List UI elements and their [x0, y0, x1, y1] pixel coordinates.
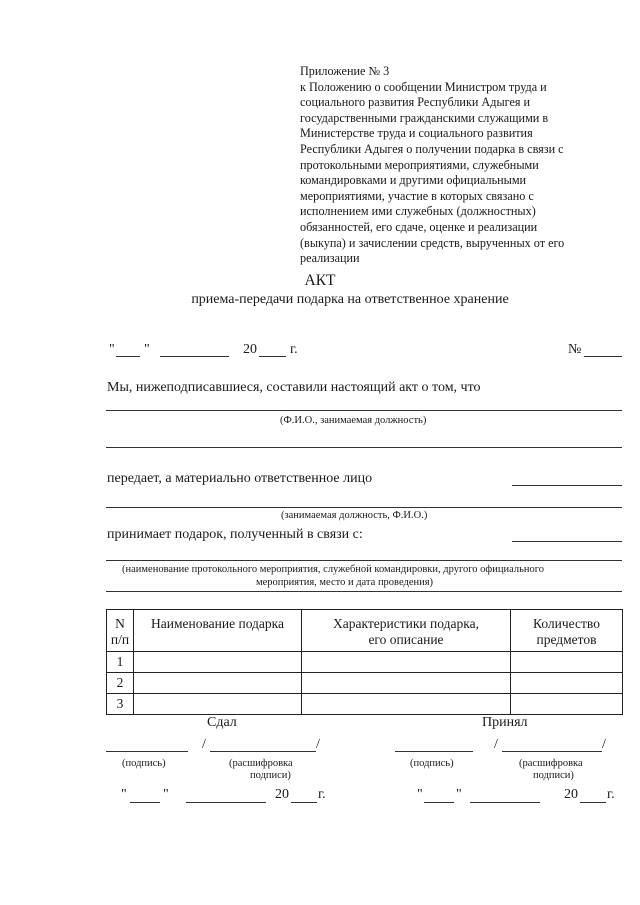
- year-prefix: 20: [243, 342, 257, 357]
- giver-signature-field[interactable]: [106, 751, 188, 752]
- event-field-line-2[interactable]: [106, 591, 622, 592]
- header-name: [134, 610, 302, 652]
- date-quote-open: ": [109, 342, 115, 357]
- receiver-signature-hint: (подпись): [410, 758, 454, 769]
- receiver-name-field[interactable]: [502, 751, 602, 752]
- number-prefix: №: [568, 342, 582, 357]
- giver-name-field[interactable]: [210, 751, 316, 752]
- intro-text: Мы, нижеподписавшиеся, составили настоящий акт о том, что: [107, 380, 481, 395]
- header-number-line-1: N: [115, 616, 125, 631]
- giver-fio-field[interactable]: [106, 410, 622, 411]
- slash: /: [202, 737, 206, 752]
- receiver-month-field[interactable]: [470, 802, 540, 803]
- handed-over-label: Сдал: [207, 715, 237, 730]
- giver-date-quote-close: ": [163, 787, 169, 802]
- giver-fio-field-line-2[interactable]: [106, 447, 622, 448]
- giver-day-field[interactable]: [130, 802, 160, 803]
- accepted-label: Принял: [482, 715, 528, 730]
- header-number-line-2: п/п: [110, 632, 130, 647]
- header-name-text: Наименование подарка: [150, 616, 285, 631]
- row-number: 3: [107, 694, 134, 715]
- receiver-date-quote-open: ": [417, 787, 423, 802]
- appendix-line: (выкупа) и зачислении средств, вырученных от его: [300, 235, 565, 250]
- receiver-year-prefix: 20: [564, 787, 578, 802]
- hint-event-2: мероприятия, место и дата проведения): [256, 577, 434, 588]
- row-number: 2: [107, 673, 134, 694]
- table-row: [107, 673, 623, 694]
- receiver-signature-field[interactable]: [395, 751, 473, 752]
- accepts-field[interactable]: [512, 541, 622, 542]
- appendix-block: [300, 64, 600, 267]
- header-characteristics-line-1: Характеристики подарка,: [333, 616, 479, 631]
- receiver-year-suffix: г.: [607, 787, 615, 802]
- slash: /: [316, 737, 320, 752]
- header-characteristics: [302, 610, 511, 652]
- appendix-line: Республики Адыгея о получении подарка в связи с: [300, 141, 564, 156]
- receiver-date-quote-close: ": [456, 787, 462, 802]
- header-quantity: [511, 610, 623, 652]
- giver-signature-hint: (подпись): [122, 758, 166, 769]
- giver-date-quote-open: ": [121, 787, 127, 802]
- hint-event-1: (наименование протокольного мероприятия, служебной командировки, другого официального: [122, 564, 545, 575]
- appendix-line: исполнением ими служебных (должностных): [300, 204, 536, 219]
- giver-decode-hint-2: подписи): [250, 770, 291, 781]
- gift-name-cell[interactable]: [134, 694, 302, 715]
- appendix-line: социального развития Республики Адыгея и: [300, 95, 531, 110]
- hint-fio: (Ф.И.О., занимаемая должность): [280, 415, 427, 426]
- hint-position: (занимаемая должность, Ф.И.О.): [281, 510, 428, 521]
- gift-quantity-cell[interactable]: [511, 673, 623, 694]
- receiver-year-field[interactable]: [580, 802, 606, 803]
- row-number: 1: [107, 652, 134, 673]
- transfers-field[interactable]: [512, 485, 622, 486]
- receiver-decode-hint-1: (расшифровка: [519, 758, 583, 769]
- day-field[interactable]: [116, 356, 140, 357]
- header-characteristics-line-2: его описание: [368, 632, 444, 647]
- table-row: [107, 694, 623, 715]
- document-title: АКТ: [304, 272, 336, 289]
- giver-year-field[interactable]: [291, 802, 317, 803]
- appendix-line: реализации: [300, 251, 360, 266]
- year-field[interactable]: [259, 356, 286, 357]
- date-quote-close: ": [144, 342, 150, 357]
- appendix-line: командировками и другими официальными: [300, 173, 527, 188]
- gift-description-cell[interactable]: [302, 652, 511, 673]
- gift-name-cell[interactable]: [134, 652, 302, 673]
- receiver-decode-hint-2: подписи): [533, 770, 574, 781]
- appendix-line: к Положению о сообщении Министром труда и: [300, 79, 547, 94]
- appendix-line: протокольными мероприятиями, служебными: [300, 157, 539, 172]
- month-field[interactable]: [160, 356, 229, 357]
- gift-description-cell[interactable]: [302, 673, 511, 694]
- giver-year-suffix: г.: [318, 787, 326, 802]
- appendix-line: государственными гражданскими служащими в: [300, 110, 549, 125]
- gift-description-cell[interactable]: [302, 694, 511, 715]
- event-field[interactable]: [106, 560, 622, 561]
- act-number-field[interactable]: [584, 356, 622, 357]
- gift-quantity-cell[interactable]: [511, 652, 623, 673]
- appendix-line: Приложение № 3: [300, 64, 390, 78]
- table-row: [107, 652, 623, 673]
- gifts-table: [106, 609, 623, 715]
- header-number: [107, 610, 134, 652]
- giver-year-prefix: 20: [275, 787, 289, 802]
- giver-decode-hint-1: (расшифровка: [229, 758, 293, 769]
- year-suffix: г.: [290, 342, 298, 357]
- appendix-line: Министерстве труда и социального развития: [300, 126, 533, 141]
- giver-month-field[interactable]: [186, 802, 266, 803]
- receiver-position-field[interactable]: [106, 507, 622, 508]
- gift-name-cell[interactable]: [134, 673, 302, 694]
- document-subtitle: приема-передачи подарка на ответственное хранение: [191, 292, 509, 307]
- gift-quantity-cell[interactable]: [511, 694, 623, 715]
- receiver-day-field[interactable]: [424, 802, 454, 803]
- accepts-text: принимает подарок, полученный в связи с:: [107, 527, 363, 542]
- appendix-line: обязанностей, его сдаче, оценке и реализации: [300, 219, 538, 234]
- appendix-line: мероприятиями, участие в которых связано с: [300, 188, 534, 203]
- header-quantity-line-1: Количество: [533, 616, 600, 631]
- transfers-text: передает, а материально ответственное лицо: [107, 471, 373, 486]
- slash: /: [494, 737, 498, 752]
- slash: /: [602, 737, 606, 752]
- table-header-row: [107, 610, 623, 652]
- header-quantity-line-2: предметов: [536, 632, 597, 647]
